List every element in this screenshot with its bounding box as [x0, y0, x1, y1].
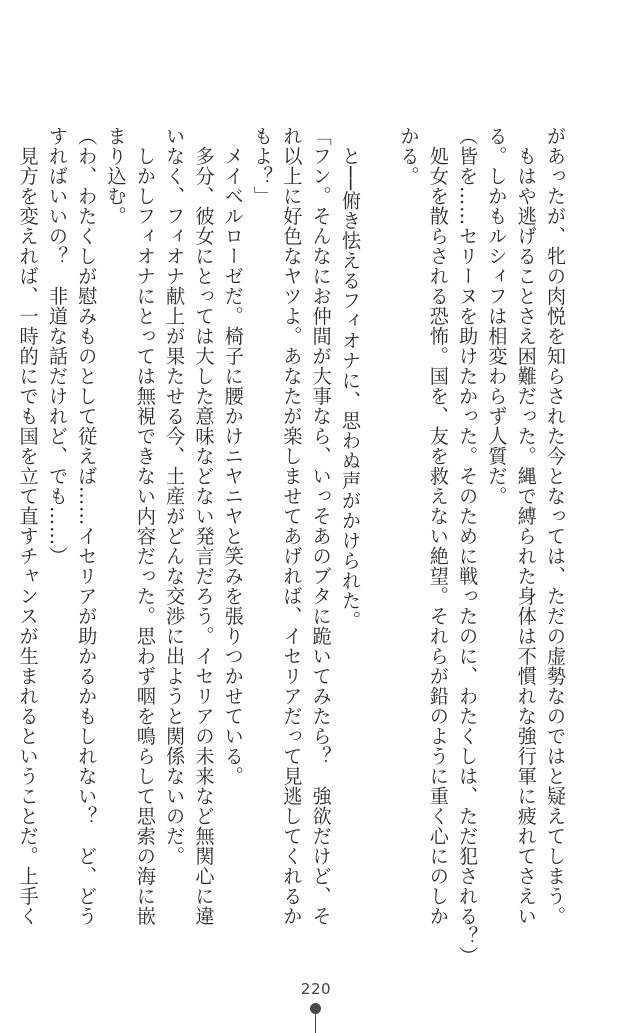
text-line: 「フン。そんなにお仲間が大事なら、いっそあのブタに跪いてみたら？ 強欲だけど、そ: [309, 126, 333, 926]
text-line: 処女を散らされる恐怖。国を、友を救えない絶望。それらが鉛のように重く心にのしか: [426, 126, 450, 926]
text-line: があったが、牝の肉悦を知らされた今となっては、ただの虚勢なのではと疑えてしまう。: [544, 126, 567, 926]
page-number: 220: [300, 980, 332, 998]
text-line: （わ、わたくしが慰みものとして従えば……イセリアが助かるかもしれない？ ど、どう: [75, 126, 99, 926]
text-line: メイベルローゼだ。椅子に腰かけニヤニヤと笑みを張りつかせている。: [221, 126, 245, 786]
text-line: 見方を変えれば、一時的にでも国を立て直すチャンスが生まれるということだ。上手く: [16, 126, 40, 926]
text-line: 多分、彼女にとっては大した意味などない発言だろう。イセリアの未来など無関心に違: [192, 126, 216, 926]
text-line: まり込む。: [104, 126, 128, 226]
page-ornament-dot: [310, 1003, 321, 1014]
page-ornament-line: [315, 1014, 316, 1033]
text-line: もよ？」: [251, 126, 275, 206]
text-line: いなく、フィオナ献上が果たせる今、土産がどんな交渉に出ようと関係ないのだ。: [163, 126, 187, 866]
text-line: しかしフィオナにとっては無視できない内容だった。思わず咽を鳴らして思索の海に嵌: [133, 126, 157, 926]
text-line: すればいいの？ 非道な話だけれど、でも……）: [45, 126, 69, 566]
text-line: る。しかもルシィフは相変わらず人質だ。: [485, 126, 509, 506]
text-line: （皆を……セリーヌを助けたかった。そのために戦ったのに、わたくしは、ただ犯される？）: [456, 126, 480, 966]
text-line: れ以上に好色なヤツよ。あなたが楽しませてあげれば、イセリアだって見逃してくれるか: [280, 126, 304, 926]
text-line: かる。: [397, 126, 421, 186]
text-line: もはや逃げることさえ困難だった。縄で縛られた身体は不慣れな強行軍に疲れてさえい: [514, 126, 538, 926]
vertical-text-body: [16, 126, 570, 966]
blank-line: [365, 126, 394, 846]
text-line: と──俯き怯えるフィオナに、思わぬ声がかけられた。: [338, 126, 362, 631]
